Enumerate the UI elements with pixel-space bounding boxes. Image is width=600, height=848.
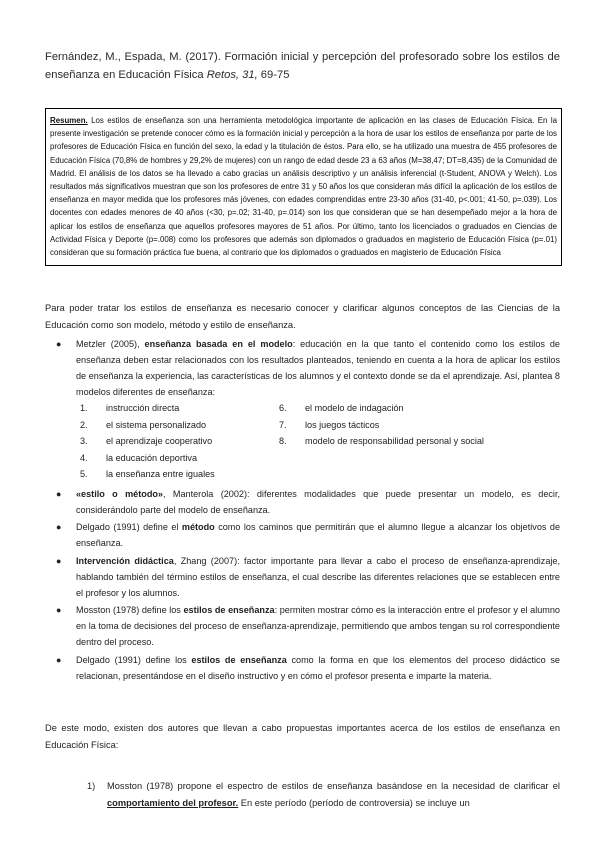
- abstract-text: Los estilos de enseñanza son una herramienta metodológica importante de aplicación en las clases de Educación Física. En la presente investigación se pretende conocer cómo es la formación inicial y percepción a la hora de usar los estilos de enseñanza por parte de los profesores de Educación Física en función del sexo, la edad y la titulación de éstos. Para ello, se ha utilizado una muestra de 455 profesores de Educación Física (70,8% de hombres y 29,2% de mujeres) con un rango de edad desde 23 a 63 años (M=38,47; DT=8,435) de la Comunidad de Madrid. El análisis de los datos se ha llevado a cabo gracias un análisis descriptivo y un análisis inferencial (t-Student, ANOVA y Welch). Los resultados más significativos muestran que son los profesores de entre 31 y 50 años los que consideran más difícil la aplicación de los estilos de enseñanza en mayor medida que los profesores más jóvenes, con edades comprendidas entre 23-30 años (31-40, p<.001; 41-50, p=.039). Los docentes con edades menores de 40 años (<30, p=.02; 31-40, p=.014) son los que consideran que se han desempeñado mejor a la hora de aplicar los estilos de enseñanza que aquellos profesores mayores de 51 años. Por último, tanto los licenciados o graduados en Ciencias de Actividad Física y Deporte (p=.008) como los profesores que además son diplomados o graduados en magisterio de Educación Física (p=.01) consideran que su formación práctica fue buena, al contrario que los diplomados o graduados en magisterio de Educación Física: [50, 116, 557, 258]
- model-label: modelo de responsabilidad personal y social: [305, 436, 484, 447]
- model-number: 3.: [80, 436, 88, 447]
- model-item: [76, 450, 275, 467]
- model-item: [76, 417, 275, 434]
- bullet-icon: ●: [56, 555, 62, 566]
- bullet-icon: ●: [56, 339, 62, 349]
- model-item: [76, 400, 275, 417]
- citation-journal: Retos, 31,: [206, 69, 258, 81]
- intro-paragraph: Para poder tratar los estilos de enseñanza es necesario conocer y clarificar algunos conceptos de las Ciencias de la Educación como son modelo, método y estilo de enseñanza.: [45, 303, 560, 330]
- model-label: la educación deportiva: [106, 452, 197, 463]
- list-item: ● «estilo o método», Manterola (2002): diferentes modalidades que puede presentar un modelo, es decir, considerándolo parte del modelo de enseñanza.: [45, 486, 560, 518]
- numbered-list: [45, 778, 560, 812]
- model-number: 5.: [80, 469, 88, 480]
- list-item: 1) Mosston (1978) propone el espectro de estilos de enseñanza basándose en la necesidad de clarificar el comportamiento del profesor. En este período (período de controversia) se incluye un: [87, 781, 560, 808]
- model-number: 2.: [80, 419, 88, 430]
- bullet-icon: ●: [56, 522, 62, 533]
- model-number: 8.: [279, 436, 287, 447]
- models-list: [76, 400, 546, 483]
- model-number: 1.: [80, 403, 88, 413]
- bullet-icon: ●: [56, 654, 62, 665]
- model-label: el modelo de indagación: [305, 403, 404, 413]
- model-number: 6.: [279, 403, 287, 413]
- model-number: 4.: [80, 452, 88, 463]
- list-item: ● Intervención didáctica, Zhang (2007): factor importante para llevar a cabo el proceso de enseñanza-aprendizaje, hablando también del término estilos de enseñanza, el cual describe las diferentes relaciones que se establecen entre el profesor y los alumnos.: [45, 553, 560, 601]
- bullet-icon: ●: [56, 488, 62, 499]
- bullet-icon: ●: [56, 605, 62, 616]
- model-item: [275, 417, 495, 434]
- model-item: [275, 400, 495, 417]
- model-number: 7.: [279, 419, 287, 430]
- citation-text: Fernández, M., Espada, M. (2017). Formación inicial y percepción del profesorado sobre los estilos de enseñanza en Educación Física: [45, 51, 560, 81]
- citation-pages: 69-75: [257, 69, 290, 81]
- closing-paragraph: De este modo, existen dos autores que llevan a cabo propuestas importantes acerca de los estilos de enseñanza en Educación Física:: [45, 723, 560, 750]
- models-column-right: [275, 400, 495, 483]
- model-label: el aprendizaje cooperativo: [106, 436, 213, 447]
- model-item: [76, 433, 275, 450]
- list-item: ● Metzler (2005), enseñanza basada en el modelo: educación en la que tanto el contenido como los estilos de enseñanza deben estar relacionados con los resultados planteados, teniendo en cuenta a la hora de aplicar los estilos de enseñanza la experiencia, las características de los alumnos y el contexto donde se da el aprendizaje. Así, plantea 8 modelos diferentes de enseñanza: 1. instrucción directa 2. el sistema personalizado 3. el aprendizaje cooperativo 4. la educación deportiva 5. la enseñanza entre iguales 6. el modelo de indagación 7. los juegos tácticos 8. modelo de responsabilidad personal y social: [45, 336, 560, 483]
- abstract-box: [45, 108, 562, 266]
- list-item: ● Delgado (1991) define el método como los caminos que permitirán que el alumno llegue a alcanzar los objetivos de enseñanza.: [45, 519, 560, 551]
- abstract-label: Resumen.: [50, 116, 88, 125]
- model-item: [76, 466, 275, 483]
- list-item: ● Delgado (1991) define los estilos de enseñanza como la forma en que los elementos del proceso didáctico se relacionan, presentándose en el diseño instructivo y en cómo el profesor presenta e imparte la materia.: [45, 652, 560, 684]
- concept-list: [45, 336, 560, 685]
- model-label: el sistema personalizado: [106, 419, 207, 430]
- model-item: [275, 433, 495, 450]
- citation: [45, 48, 560, 84]
- models-column-left: [76, 400, 275, 483]
- model-label: los juegos tácticos: [305, 419, 380, 430]
- list-item: ● Mosston (1978) define los estilos de enseñanza: permiten mostrar cómo es la interacción entre el profesor y el alumno en la toma de decisiones del proceso de enseñanza-aprendizaje, permitiendo que ambos tengan su rol correspondiente dentro del proceso.: [45, 602, 560, 650]
- model-label: instrucción directa: [106, 403, 180, 413]
- model-label: la enseñanza entre iguales: [106, 469, 215, 480]
